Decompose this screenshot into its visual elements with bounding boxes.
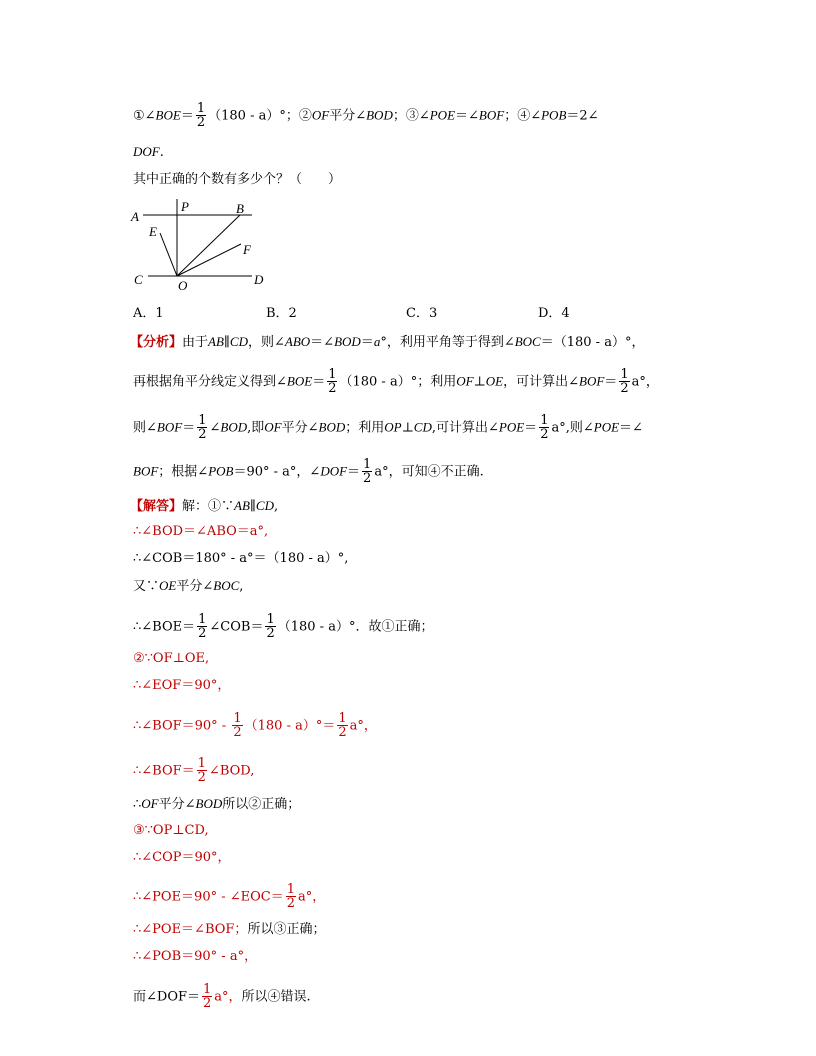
solution-line9: ∴∠BOF＝ $\frac{1}{2}$ ∠BOD, xyxy=(133,756,255,785)
fraction-half: $\frac{1}{2}$ xyxy=(198,413,207,442)
solution-line12: ∴∠COP＝90°， xyxy=(133,850,231,865)
fraction-half: $\frac{1}{2}$ xyxy=(198,612,207,641)
label-d: D xyxy=(254,272,264,287)
fraction-half: $\frac{1}{2}$ xyxy=(203,982,212,1011)
analysis-line1: 【分析】由于AB∥CD，则∠ABO＝∠BOD＝a°，利用平角等于得到∠BOC＝（180 - a）°， xyxy=(130,334,645,350)
solution-line16: 而∠DOF＝ $\frac{1}{2}$ a°，所以④错误. xyxy=(133,982,311,1011)
label-e: E xyxy=(149,224,157,239)
analysis-line3: 则∠BOF＝ $\frac{1}{2}$ ∠BOD,即OF平分∠BOD；利用OP⊥CD,可计算出∠POE＝ $\frac{1}{2}$ a°,则∠POE＝∠ xyxy=(133,413,643,442)
fraction-half: $\frac{1}{2}$ xyxy=(338,711,347,740)
question-statement-line2 xyxy=(133,144,164,161)
s4-tail: ＝2∠ xyxy=(566,108,599,124)
fraction-half: $\frac{1}{2}$ xyxy=(328,367,337,396)
eq: ＝ xyxy=(180,108,194,124)
s1-tail: （180 - a）°；② xyxy=(208,108,312,124)
ray-of xyxy=(177,244,241,276)
fraction-half: $\frac{1}{2}$ xyxy=(620,367,629,396)
s1-var: BOE xyxy=(155,107,181,123)
fraction-half: $\frac{1}{2}$ xyxy=(196,101,206,130)
solution-line13: ∴∠POE＝90° - ∠EOC＝ $\frac{1}{2}$ a°， xyxy=(133,882,326,911)
ray-ob xyxy=(177,215,240,276)
solution-tag: 【解答】 xyxy=(130,499,183,514)
solution-line14: ∴∠POE＝∠BOF；所以③正确； xyxy=(133,922,326,937)
ray-oe xyxy=(160,233,177,276)
solution-line4: 又∵OE平分∠BOC, xyxy=(133,578,244,594)
s4-prefix: ；④∠ xyxy=(504,108,542,124)
analysis-line2: 再根据角平分线定义得到∠BOE＝ $\frac{1}{2}$ （180 - a）°；利用OF⊥OE，可计算出∠BOF＝ $\frac{1}{2}$ a°， xyxy=(133,367,659,396)
option-b: B．2 xyxy=(266,306,297,321)
solution-line2: ∴∠BOD＝∠ABO＝a°, xyxy=(133,524,269,539)
label-o: O xyxy=(178,278,188,293)
fraction-half: $\frac{1}{2}$ xyxy=(286,882,296,911)
option-c: C．3 xyxy=(406,306,438,321)
analysis-tag: 【分析】 xyxy=(130,335,183,350)
s2-var1: OF xyxy=(311,107,330,123)
fraction-half: $\frac{1}{2}$ xyxy=(266,612,275,641)
label-f: F xyxy=(243,242,251,257)
s3-mid: ＝∠ xyxy=(455,108,479,124)
fraction-half: $\frac{1}{2}$ xyxy=(233,711,242,740)
solution-line1: 【解答】解：①∵AB∥CD, xyxy=(130,498,279,514)
geometry-figure xyxy=(128,196,268,296)
s4-var1: POB xyxy=(541,107,567,123)
solution-line10: ∴OF平分∠BOD所以②正确； xyxy=(133,796,301,812)
solution-line5: ∴∠BOE＝ $\frac{1}{2}$ ∠COB＝ $\frac{1}{2}$ （180 - a）°．故①正确； xyxy=(133,612,434,641)
s1-prefix: ①∠ xyxy=(133,108,156,124)
fraction-half: $\frac{1}{2}$ xyxy=(363,457,372,486)
solution-line3: ∴∠COB＝180° - a°＝（180 - a）°, xyxy=(133,551,349,566)
fraction-half: $\frac{1}{2}$ xyxy=(540,413,549,442)
analysis-line4: BOF；根据∠POB＝90° - a°，∠DOF＝ $\frac{1}{2}$ a°，可知④不正确. xyxy=(133,457,484,486)
question-prompt: 其中正确的个数有多少个？（ ） xyxy=(133,172,342,187)
option-d: D．4 xyxy=(538,306,570,321)
s2-var2: BOD xyxy=(366,107,393,123)
option-a: A．1 xyxy=(133,306,164,321)
s3-prefix: ；③∠ xyxy=(392,108,430,124)
question-statement-line1 xyxy=(133,102,599,130)
solution-line8: ∴∠BOF＝90° - $\frac{1}{2}$ （180 - a）°＝ $\frac{1}{2}$ a°， xyxy=(133,711,377,740)
s3-var1: POE xyxy=(429,107,456,123)
line2-var: DOF xyxy=(133,144,160,159)
solution-line15: ∴∠POB＝90° - a°， xyxy=(133,949,258,964)
label-b: B xyxy=(236,201,244,216)
label-c: C xyxy=(134,272,143,287)
label-p: P xyxy=(181,199,189,214)
solution-line11: ③∵OP⊥CD, xyxy=(133,823,209,838)
solution-line6: ②∵OF⊥OE, xyxy=(133,651,210,666)
line2-end: . xyxy=(159,145,164,160)
label-a: A xyxy=(131,209,139,224)
s2-mid: 平分∠ xyxy=(329,108,367,124)
solution-line7: ∴∠EOF＝90°， xyxy=(133,678,231,693)
fraction-half: $\frac{1}{2}$ xyxy=(197,756,206,785)
s3-var2: BOF xyxy=(478,107,505,123)
